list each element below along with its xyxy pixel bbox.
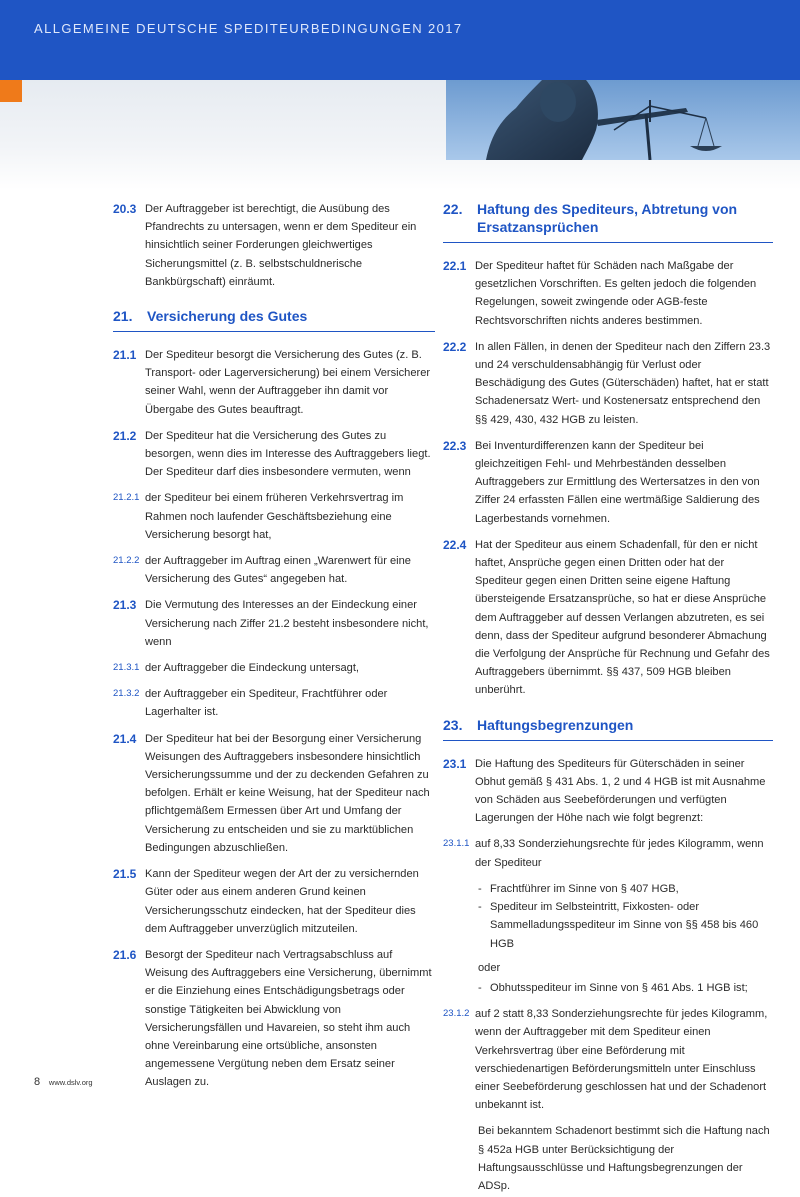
clause-text: der Spediteur bei einem früheren Verkehrsvertrag im Rahmen noch laufender Geschäftsbeziehung eine Versicherung besorgt hat, <box>145 492 404 541</box>
section-title: Haftungsbegrenzungen <box>477 716 634 733</box>
clause-text: Der Spediteur besorgt die Versicherung des Gutes (z. B. Transport- oder Lagerversicherung) bei einem Versicherer seiner Wahl, wenn der Auftraggeber ihn damit vor Übergabe des Gutes beauftragt. <box>145 349 431 416</box>
footer-url: www.dslv.org <box>48 1078 93 1087</box>
clause-text: Die Vermutung des Interesses an der Eindeckung einer Versicherung nach Ziffer 21.2 besteht insbesondere nicht, wenn <box>145 599 429 648</box>
list-item-text: Obhutsspediteur im Sinne von § 461 Abs. 1 HGB ist; <box>490 981 748 994</box>
clause-23-1-1 <box>443 835 773 871</box>
list-item-text: Spediteur im Selbsteintritt, Fixkosten- oder Sammelladungsspediteur im Sinne von §§ 458 bis 460 HGB <box>490 901 759 950</box>
clause-22-4 <box>443 536 773 700</box>
clause-21-2 <box>113 427 435 482</box>
list-item <box>443 898 773 953</box>
list-item-text: Frachtführer im Sinne von § 407 HGB, <box>490 882 679 895</box>
clause-text: auf 2 statt 8,33 Sonderziehungsrechte für jedes Kilogramm, wenn der Auftraggeber mit dem Spediteur einen Verkehrsvertrag über eine Beförderung mit verschiedenartigen Beförderungsmitteln unter Einschluss einer Seebeförderung geschlossen hat und der Schadenort unbekannt ist. <box>475 1008 768 1112</box>
clause-23-1-2 <box>443 1005 773 1114</box>
closing-paragraph: Bei bekanntem Schadenort bestimmt sich die Haftung nach § 452a HGB unter Berücksichtigung der Haftungsausschlüsse und Haftungsbegrenzungen der ADSp. <box>478 1125 770 1192</box>
clause-text: In allen Fällen, in denen der Spediteur nach den Ziffern 23.3 und 24 verschuldensabhängig für Verlust oder Beschädigung des Gutes (Güterschäden) haftet, hat er statt Schadenersatz Wert- und Kostenersatz entsprechend den §§ 429, 430, 432 HGB zu leisten. <box>475 340 771 426</box>
clause-21-2-1 <box>113 489 435 544</box>
section-heading-23 <box>443 716 773 734</box>
clause-text: Der Spediteur haftet für Schäden nach Maßgabe der gesetzlichen Vorschriften. Es gelten jedoch die folgenden Regelungen, soweit zwingende oder AGB-feste Rechtsvorschriften nichts anderes bestimmen. <box>475 260 757 327</box>
clause-number: 21.5 <box>113 867 137 882</box>
clause-number: 23.1 <box>443 756 467 771</box>
clause-21-5 <box>113 865 435 938</box>
clause-21-6 <box>113 946 435 1092</box>
dash-bullet: - <box>478 901 482 914</box>
clause-text: der Auftraggeber ein Spediteur, Frachtführer oder Lagerhalter ist. <box>145 688 388 719</box>
clause-text: Der Spediteur hat die Versicherung des Gutes zu besorgen, wenn dies im Interesse des Auftraggebers liegt. Der Spediteur darf dies insbesondere vermuten, wenn <box>145 429 431 479</box>
clause-text: Besorgt der Spediteur nach Vertragsabschluss auf Weisung des Auftraggebers eine Versicherung, übernimmt er die Einziehung eines Entschädigungsbetrags oder sonstige Tätigkeiten bei Abwicklung von Versicherungsfällen und Havareien, so steht ihm auch ohne Vereinbarung eine ortsübliche, ansonsten angemessene Vergütung neben dem Ersatz seiner Auslagen zu. <box>145 948 432 1089</box>
section-heading-22 <box>443 200 773 236</box>
clause-text: der Auftraggeber die Eindeckung untersagt, <box>145 662 360 675</box>
clause-text: Bei Inventurdifferenzen kann der Spediteur bei gleichzeitigen Fehl- und Mehrbeständen desselben Auftraggebers zur Ermittlung des Wertersatzes in den von Ziffer 24 erfassten Fällen eine wertmäßige Saldierung des Lagerbestands vornehmen. <box>475 439 760 525</box>
clause-text: der Auftraggeber im Auftrag einen „Warenwert für eine Versicherung des Gutes“ angegeben hat. <box>145 555 411 586</box>
clause-number: 21.3 <box>113 598 137 613</box>
list-item <box>443 880 773 898</box>
clause-number: 22.4 <box>443 537 467 552</box>
clause-text: Der Spediteur hat bei der Besorgung einer Versicherung Weisungen des Auftraggebers insbesondere hinsichtlich Versicherungssumme und der zu deckenden Gefahren zu befolgen. Erhält er keine Weisung, hat der Spediteur nach pflichtgemäßem Ermessen über Art und Umfang der Versicherung zu entscheiden und sie zu marktüblichen Bedingungen abzuschließen. <box>145 732 430 854</box>
clause-21-1 <box>113 346 435 419</box>
clause-number: 22.1 <box>443 259 467 273</box>
clause-number: 21.2.2 <box>113 555 140 567</box>
clause-number: 21.4 <box>113 731 137 746</box>
justitia-photo <box>446 80 800 160</box>
clause-22-1 <box>443 257 773 330</box>
clause-21-3-1 <box>113 659 435 677</box>
left-column <box>113 200 435 1100</box>
document-title: ALLGEMEINE DEUTSCHE SPEDITEURBEDINGUNGEN 2017 <box>34 21 463 36</box>
header-bar <box>0 0 800 80</box>
section-divider <box>113 331 435 332</box>
clause-text: Die Haftung des Spediteurs für Güterschäden in seiner Obhut gemäß § 431 Abs. 1, 2 und 4 HGB ist mit Ausnahme von Schäden aus Seebeförderungen und verfügten Lagerungen der Höhe nach wie folgt begrenzt: <box>475 757 766 825</box>
right-column <box>443 200 773 1197</box>
clause-number: 21.2.1 <box>113 492 140 504</box>
dash-bullet: - <box>478 882 482 895</box>
orange-marker <box>0 80 22 102</box>
clause-22-2 <box>443 338 773 429</box>
clause-text: Der Auftraggeber ist berechtigt, die Ausübung des Pfandrechts zu untersagen, wenn er dem Spediteur ein hinsichtlich seiner Forderungen gleichwertiges Sicherungsmittel (z. B. selbstschuldnerische Bankbürgschaft) einräumt. <box>145 203 417 288</box>
clause-20-3 <box>113 200 435 291</box>
list-item <box>443 979 773 997</box>
clause-number: 23.1.1 <box>443 838 470 850</box>
page-number: 8 <box>34 1076 41 1088</box>
clause-text: Hat der Spediteur aus einem Schadenfall, für den er nicht haftet, Ansprüche gegen einen Dritten oder hat der Spediteur gegen einen Dritten seine eigene Haftung übersteigende Ersatzansprüche, so hat er diese Ansprüche dem Auftraggeber auf dessen Verlangen abzutreten, es sei denn, dass der Spediteur aufgrund besonderer Abmachung die Verfolgung der Ansprüche für Rechnung und Gefahr des Auftraggebers übernimmt. §§ 437, 509 HGB bleiben unberührt. <box>475 538 770 697</box>
clause-number: 22.3 <box>443 438 467 453</box>
clause-text: Kann der Spediteur wegen der Art der zu versichernden Güter oder aus einem anderen Grund keinen Versicherungsschutz eindecken, hat der Spediteur dies dem Auftraggeber unverzüglich mitzuteilen. <box>145 868 419 935</box>
clause-21-4 <box>113 730 435 857</box>
clause-22-3 <box>443 437 773 528</box>
section-number: 22. <box>443 201 463 217</box>
page-footer <box>34 1076 93 1088</box>
section-number: 21. <box>113 308 133 325</box>
clause-21-3-2 <box>113 685 435 721</box>
clause-23-1 <box>443 755 773 828</box>
section-number: 23. <box>443 716 463 733</box>
clause-number: 22.2 <box>443 339 467 354</box>
clause-number: 21.1 <box>113 348 137 363</box>
clause-21-3 <box>113 596 435 651</box>
clause-number: 21.3.1 <box>113 662 140 674</box>
clause-number: 23.1.2 <box>443 1008 470 1020</box>
clause-text: auf 8,33 Sonderziehungsrechte für jedes Kilogramm, wenn der Spediteur <box>475 838 764 869</box>
section-title: Versicherung des Gutes <box>147 308 308 325</box>
clause-number: 20.3 <box>113 202 137 216</box>
clause-number: 21.3.2 <box>113 688 140 700</box>
section-divider <box>443 242 773 243</box>
clause-21-2-2 <box>113 552 435 588</box>
dash-bullet: - <box>478 981 482 994</box>
conjunction-text: oder <box>478 961 501 974</box>
clause-number: 21.2 <box>113 428 137 443</box>
clause-number: 21.6 <box>113 947 137 962</box>
section-heading-21 <box>113 307 435 325</box>
section-title: Haftung des Spediteurs, Abtretung von Ersatzansprüchen <box>477 201 738 235</box>
section-divider <box>443 740 773 741</box>
